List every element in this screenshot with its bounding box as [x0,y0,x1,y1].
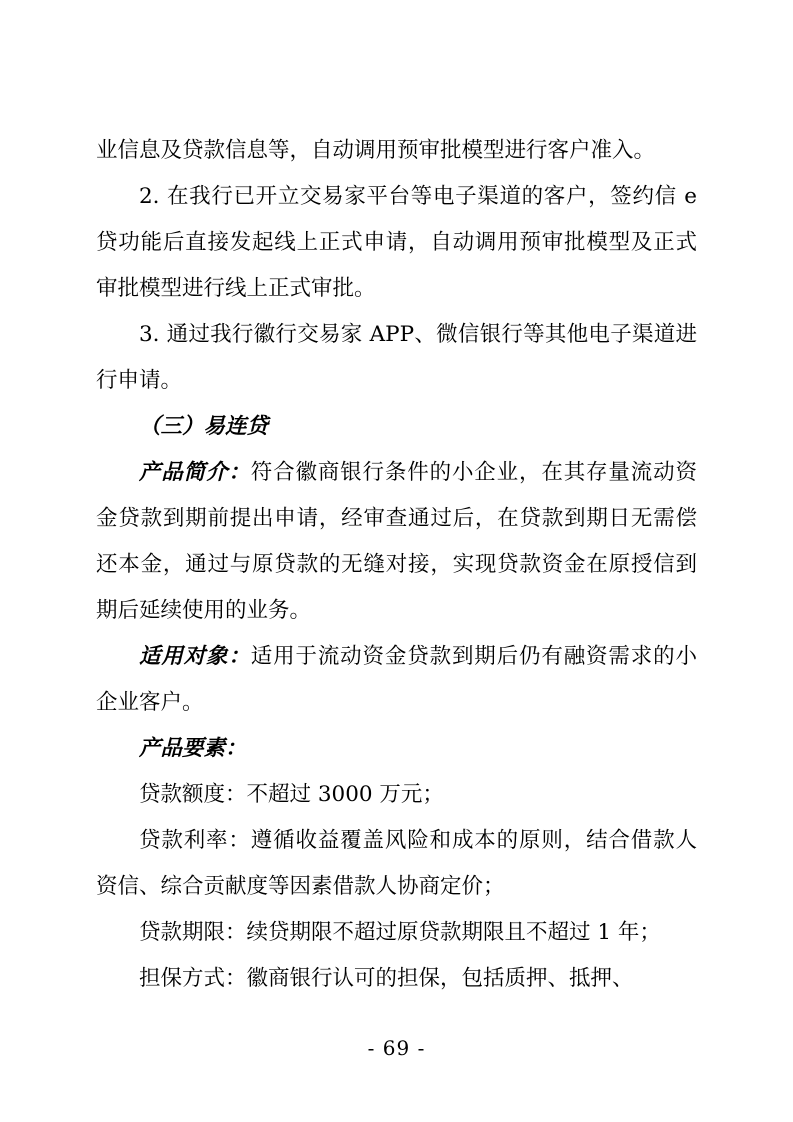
page-number: - 69 - [367,1036,426,1060]
paragraph-guarantee-method: 担保方式：徽商银行认可的担保，包括质押、抵押、 [139,966,634,991]
paragraph-item-3: 3. 通过我行徽行交易家 APP、微信银行等其他电子渠道进行申请。 [96,322,697,393]
subsection-heading-product-elements: 产品要素： [139,736,247,761]
paragraph-product-intro [96,450,697,634]
paragraph-continued: 业信息及贷款信息等，自动调用预审批模型进行客户准入。 [96,138,656,163]
paragraph-loan-rate: 贷款利率：遵循收益覆盖风险和成本的原则，结合借款人资信、综合贡献度等因素借款人协商定价； [96,828,697,899]
text-product-intro: 符合徽商银行条件的小企业，在其存量流动资金贷款到期前提出申请，经审查通过后，在贷款到期日无需偿还本金，通过与原贷款的无缝对接，实现贷款资金在原授信到期后延续使用的业务。 [96,460,697,623]
label-product-intro: 产品简介： [139,460,251,485]
label-target-audience: 适用对象： [139,644,251,669]
text-target-audience: 适用于流动资金贷款到期后仍有融资需求的小企业客户。 [96,644,697,715]
paragraph-target-audience [96,634,697,726]
paragraph-loan-amount: 贷款额度：不超过 3000 万元； [139,782,444,807]
paragraph-loan-term: 贷款期限：续贷期限不超过原贷款期限且不超过 1 年； [139,920,661,945]
document-body [96,128,697,1002]
section-heading-three: （三）易连贷 [139,414,269,439]
paragraph-item-2: 2. 在我行已开立交易家平台等电子渠道的客户，签约信 e 贷功能后直接发起线上正式申请，自动调用预审批模型及正式审批模型进行线上正式审批。 [96,184,697,301]
